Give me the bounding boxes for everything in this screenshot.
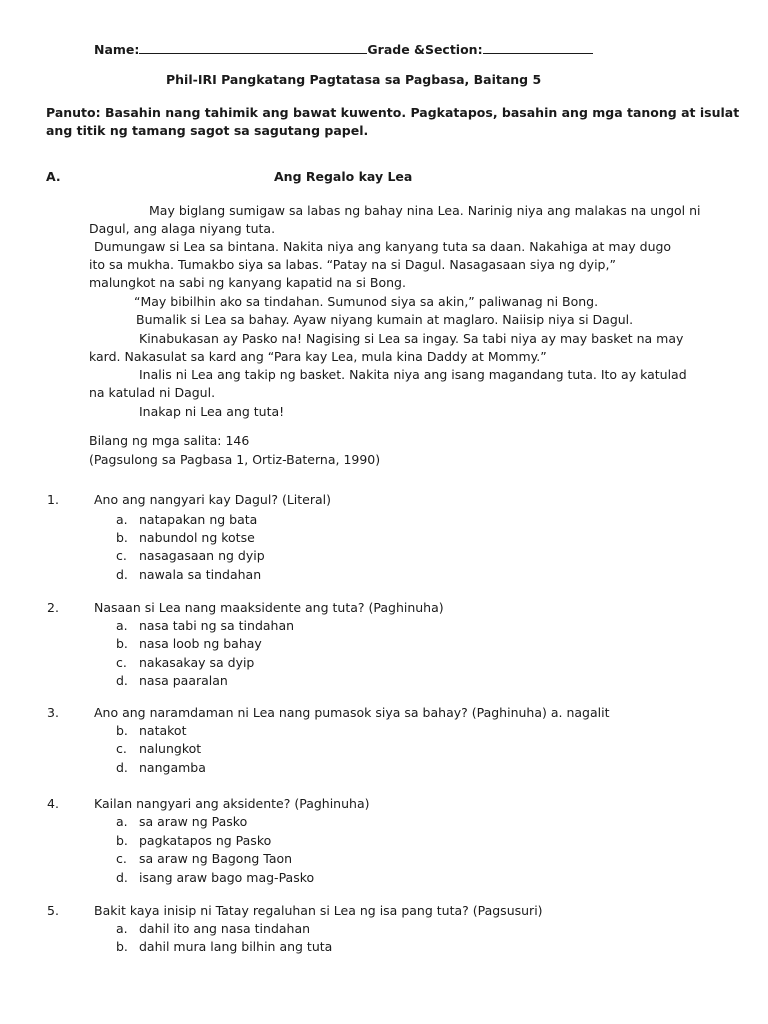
story-line: Dumungaw si Lea sa bintana. Nakita niya ang kanyang tuta sa daan. Nakahiga at may dugo: [94, 239, 672, 254]
choice-letter: a.: [116, 512, 128, 527]
story-line: “May bibilhin ako sa tindahan. Sumunod siya sa akin,” paliwanag ni Bong.: [134, 294, 599, 309]
choice-text: nasagasaan ng dyip: [139, 548, 265, 563]
story-line: Dagul, ang alaga niyang tuta.: [89, 221, 276, 236]
name-blank: [139, 40, 367, 54]
question-text: Ano ang nangyari kay Dagul? (Literal): [94, 492, 331, 507]
choice-text: natapakan ng bata: [139, 512, 258, 527]
choice-letter: d.: [116, 760, 128, 775]
choice-letter: c.: [116, 851, 127, 866]
page-title: Phil-IRI Pangkatang Pagtatasa sa Pagbasa, Baitang 5: [166, 72, 542, 87]
choice-text: nasa paaralan: [139, 673, 228, 688]
choice-text: nasa loob ng bahay: [139, 636, 262, 651]
source-citation: (Pagsulong sa Pagbasa 1, Ortiz-Baterna, 1990): [89, 452, 381, 467]
choice-letter: a.: [116, 921, 128, 936]
question-number: 5.: [47, 903, 59, 918]
story-title: Ang Regalo kay Lea: [274, 169, 413, 184]
choice-letter: c.: [116, 741, 127, 756]
story-line: Inalis ni Lea ang takip ng basket. Nakita niya ang isang magandang tuta. Ito ay katulad: [139, 367, 687, 382]
section-letter: A.: [46, 169, 61, 184]
grade-section-blank: [483, 40, 593, 54]
story-line: Kinabukasan ay Pasko na! Nagising si Lea sa ingay. Sa tabi niya ay may basket na may: [139, 331, 684, 346]
choice-letter: d.: [116, 673, 128, 688]
question-text: Nasaan si Lea nang maaksidente ang tuta? (Paghinuha): [94, 600, 444, 615]
question-number: 3.: [47, 705, 59, 720]
grade-section-label: Grade &Section:: [367, 42, 483, 57]
question-text: Kailan nangyari ang aksidente? (Paghinuha): [94, 796, 370, 811]
question-number: 2.: [47, 600, 59, 615]
instructions-line-1: Panuto: Basahin nang tahimik ang bawat kuwento. Pagkatapos, basahin ang mga tanong at isulat: [46, 105, 740, 120]
question-text: Ano ang naramdaman ni Lea nang pumasok siya sa bahay? (Paghinuha) a. nagalit: [94, 705, 610, 720]
question-text: Bakit kaya inisip ni Tatay regaluhan si Lea ng isa pang tuta? (Pagsusuri): [94, 903, 543, 918]
story-line: na katulad ni Dagul.: [89, 385, 216, 400]
choice-text: natakot: [139, 723, 187, 738]
question-number: 1.: [47, 492, 59, 507]
choice-text: nangamba: [139, 760, 206, 775]
choice-letter: b.: [116, 636, 128, 651]
story-line: May biglang sumigaw sa labas ng bahay nina Lea. Narinig niya ang malakas na ungol ni: [149, 203, 701, 218]
choice-text: sa araw ng Bagong Taon: [139, 851, 293, 866]
choice-text: dahil ito ang nasa tindahan: [139, 921, 311, 936]
choice-text: nakasakay sa dyip: [139, 655, 255, 670]
story-line: malungkot na sabi ng kanyang kapatid na si Bong.: [89, 275, 406, 290]
word-count: Bilang ng mga salita: 146: [89, 433, 250, 448]
choice-text: nasa tabi ng sa tindahan: [139, 618, 295, 633]
choice-letter: d.: [116, 870, 128, 885]
story-line: kard. Nakasulat sa kard ang “Para kay Lea, mula kina Daddy at Mommy.”: [89, 349, 547, 364]
choice-text: nawala sa tindahan: [139, 567, 262, 582]
choice-text: dahil mura lang bilhin ang tuta: [139, 939, 333, 954]
choice-letter: a.: [116, 618, 128, 633]
choice-text: isang araw bago mag-Pasko: [139, 870, 315, 885]
choice-letter: b.: [116, 530, 128, 545]
choice-letter: b.: [116, 939, 128, 954]
choice-letter: c.: [116, 655, 127, 670]
choice-letter: b.: [116, 833, 128, 848]
choice-letter: b.: [116, 723, 128, 738]
choice-letter: d.: [116, 567, 128, 582]
choice-text: pagkatapos ng Pasko: [139, 833, 272, 848]
choice-text: sa araw ng Pasko: [139, 814, 248, 829]
story-line: Bumalik si Lea sa bahay. Ayaw niyang kumain at maglaro. Naiisip niya si Dagul.: [136, 312, 634, 327]
choice-text: nabundol ng kotse: [139, 530, 255, 545]
question-number: 4.: [47, 796, 59, 811]
header-line: [94, 40, 593, 57]
story-line: Inakap ni Lea ang tuta!: [139, 404, 285, 419]
instructions-line-2: ang titik ng tamang sagot sa sagutang papel.: [46, 123, 369, 138]
choice-text: nalungkot: [139, 741, 202, 756]
choice-letter: c.: [116, 548, 127, 563]
name-label: Name:: [94, 42, 140, 57]
choice-letter: a.: [116, 814, 128, 829]
story-line: ito sa mukha. Tumakbo siya sa labas. “Patay na si Dagul. Nasagasaan siya ng dyip,”: [89, 257, 616, 272]
